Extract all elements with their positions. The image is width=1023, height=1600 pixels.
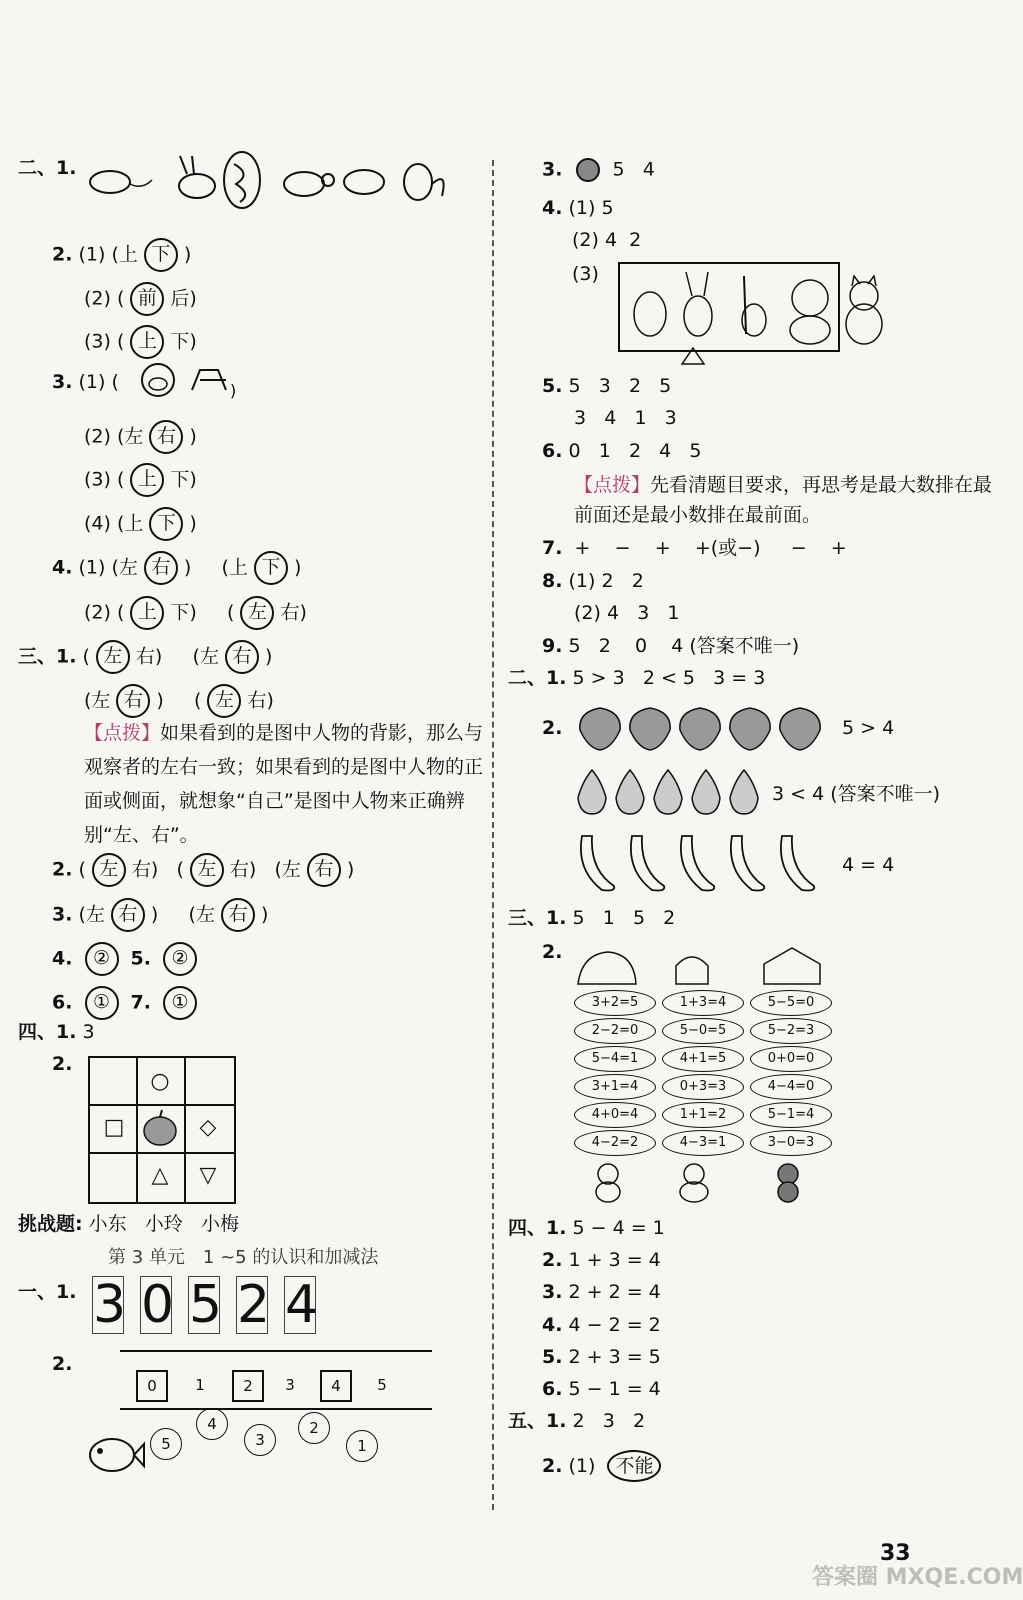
equation-oval: 0+3=3 <box>662 1074 744 1100</box>
watermark: 答案圈 MXQE.COM <box>812 1565 1023 1590</box>
written-digit: 3 <box>93 1275 127 1335</box>
hint-label: 【点拨】 <box>84 722 161 744</box>
equation-oval: 2−2=0 <box>574 1018 656 1044</box>
filled-circle-icon <box>575 157 601 183</box>
svg-text:): ) <box>230 381 237 400</box>
number-line-label: 5 <box>377 1376 387 1394</box>
number-line-box: 0 <box>136 1370 168 1402</box>
triangle-down-shape: ▽ <box>199 1163 217 1188</box>
r8-line2: (2) 4 3 1 <box>574 602 680 624</box>
f2: 2. 1 + 3 = 4 <box>542 1249 661 1271</box>
written-digit: 5 <box>189 1275 223 1335</box>
circled-answer: 右 <box>111 898 145 932</box>
t2-label: 2. <box>542 941 563 963</box>
s1-2-label: 2. <box>52 1353 73 1375</box>
bubble-number: 1 <box>346 1430 378 1462</box>
circled-answer: 左 <box>92 853 126 887</box>
r4-3-label: (3) <box>572 263 599 285</box>
circled-answer: 前 <box>130 282 164 316</box>
animal-order-box <box>618 262 840 352</box>
s3-1-line2: (左 右 ) ( 左 右) <box>84 684 274 718</box>
written-digit: 4 <box>285 1275 319 1335</box>
number-line-label: 3 <box>285 1376 295 1394</box>
s2-2-line2: (2) ( 前 后) <box>84 282 197 316</box>
e1: 二、1. 5 > 3 2 < 5 3 = 3 <box>508 667 766 689</box>
r7: 7. + − + +(或−) − + <box>542 537 847 559</box>
g1: 五、1. 2 3 2 <box>508 1410 646 1432</box>
animal-row-illustration <box>82 150 452 210</box>
f3: 3. 2 + 2 = 4 <box>542 1281 661 1303</box>
r8-line1: 8. (1) 2 2 <box>542 570 644 592</box>
circled-answer: 左 <box>207 684 241 718</box>
s3-4-5: 4. ② 5. ② <box>52 942 203 976</box>
shape-grid <box>88 1056 236 1204</box>
circled-answer: ② <box>163 942 197 976</box>
equation-oval: 0+0=0 <box>750 1046 832 1072</box>
number-line <box>120 1350 432 1410</box>
animals-bottom-illustration <box>590 1160 820 1204</box>
circled-answer: 下 <box>254 551 288 585</box>
circled-answer: 上 <box>130 325 164 359</box>
s3-6-7: 6. ① 7. ① <box>52 986 203 1020</box>
number-line-label: 1 <box>195 1376 205 1394</box>
circled-answer: ① <box>85 986 119 1020</box>
s4-2-label: 2. <box>52 1053 73 1075</box>
s4-1: 四、1. 3 <box>18 1021 95 1043</box>
circled-answer: 下 <box>144 238 178 272</box>
e2-compare-2: 3 < 4 (答案不唯一) <box>772 783 941 805</box>
s2-4-line1: 4. (1) (左 右 ) (上 下 ) <box>52 551 301 585</box>
diamond-shape: ◇ <box>199 1115 217 1140</box>
r4-1: 4. (1) 5 <box>542 197 614 219</box>
f5: 5. 2 + 3 = 5 <box>542 1346 661 1368</box>
circled-answer: 右 <box>225 640 259 674</box>
equation-oval: 4−2=2 <box>574 1130 656 1156</box>
equation-oval: 4−3=1 <box>662 1130 744 1156</box>
f4: 4. 4 − 2 = 2 <box>542 1314 661 1336</box>
houses-illustration <box>572 944 842 988</box>
digit-writing-row <box>92 1276 332 1334</box>
e2-compare-3: 4 = 4 <box>842 854 895 876</box>
s2-1-label: 二、1. <box>18 157 77 179</box>
equation-oval: 5−4=1 <box>574 1046 656 1072</box>
bubble-number: 5 <box>150 1428 182 1460</box>
r3: 3. 5 4 <box>542 157 655 183</box>
r9: 9. 5 2 0 4 (答案不唯一) <box>542 635 800 657</box>
circled-answer: 左 <box>96 640 130 674</box>
strawberry-row-illustration <box>576 702 826 752</box>
bubble-number: 4 <box>196 1408 228 1440</box>
r6: 6. 0 1 2 4 5 <box>542 440 702 462</box>
fish-illustration <box>84 1430 146 1480</box>
s3-3: 3. (左 右 ) (左 右 ) <box>52 898 268 932</box>
unit-title: 第 3 单元 1 ~5 的认识和加减法 <box>108 1247 379 1268</box>
circled-answer: 左 <box>240 596 274 630</box>
triangle-up-shape: △ <box>151 1163 169 1188</box>
r5-line2: 3 4 1 3 <box>574 407 677 429</box>
circled-answer: ② <box>85 942 119 976</box>
circled-answer: 右 <box>144 551 178 585</box>
circled-answer: 左 <box>190 853 224 887</box>
equation-oval: 4−4=0 <box>750 1074 832 1100</box>
circle-shape: ○ <box>150 1069 170 1094</box>
s3-2: 2. ( 左 右) ( 左 右) (左 右 ) <box>52 853 354 887</box>
bubble-number: 3 <box>244 1424 276 1456</box>
circled-answer: 下 <box>149 507 183 541</box>
written-digit: 0 <box>141 1275 175 1335</box>
circled-answer: 上 <box>130 463 164 497</box>
circled-answer: 不能 <box>607 1450 661 1482</box>
circled-answer: 右 <box>307 853 341 887</box>
circled-answer: 右 <box>221 898 255 932</box>
equation-oval: 1+1=2 <box>662 1102 744 1128</box>
duck-horse-illustration <box>140 360 240 402</box>
circled-answer: 右 <box>116 684 150 718</box>
s3-1-line1: 三、1. ( 左 右) (左 右 ) <box>18 640 272 674</box>
hint-note-2: 【点拨】先看清题目要求，再思考是最大数排在最前面还是最小数排在最前面。 <box>574 474 993 526</box>
equation-oval: 3−0=3 <box>750 1130 832 1156</box>
bubble-number: 2 <box>298 1412 330 1444</box>
square-shape: □ <box>103 1115 125 1140</box>
s2-2-line3: (3) ( 上 下) <box>84 325 197 359</box>
equation-oval: 4+0=4 <box>574 1102 656 1128</box>
s2-4-line2: (2) ( 上 下) ( 左 右) <box>84 596 307 630</box>
r4-2: (2) 4 2 <box>572 229 642 251</box>
cat-illustration <box>838 276 890 346</box>
equation-oval: 3+1=4 <box>574 1074 656 1100</box>
f1: 四、1. 5 − 4 = 1 <box>508 1217 665 1239</box>
s2-2-line1: 2. (1) (上 下 ) <box>52 238 191 272</box>
f6: 6. 5 − 1 = 4 <box>542 1378 661 1400</box>
s2-3-line2: (2) (左 右 ) <box>84 420 197 454</box>
challenge-question: 挑战题: 小东 小玲 小梅 <box>18 1213 239 1235</box>
number-line-box: 2 <box>232 1370 264 1402</box>
balance-triangle-icon <box>680 346 706 366</box>
circled-answer: ① <box>163 986 197 1020</box>
page-number: 33 <box>880 1541 911 1566</box>
equation-oval: 4+1=5 <box>662 1046 744 1072</box>
s2-3-line3: (3) ( 上 下) <box>84 463 197 497</box>
circled-answer: 上 <box>130 596 164 630</box>
equation-oval: 5−2=3 <box>750 1018 832 1044</box>
equation-oval: 3+2=5 <box>574 990 656 1016</box>
s1-1-label: 一、1. <box>18 1281 77 1303</box>
equation-oval: 5−5=0 <box>750 990 832 1016</box>
g2: 2. (1) 不能 <box>542 1450 661 1482</box>
e2-label: 2. <box>542 717 563 739</box>
written-digit: 2 <box>237 1275 271 1335</box>
animals-line-illustration <box>620 264 838 350</box>
circled-answer: 右 <box>149 420 183 454</box>
r5-line1: 5. 5 3 2 5 <box>542 375 672 397</box>
equation-oval: 5−0=5 <box>662 1018 744 1044</box>
banana-row-illustration <box>572 830 828 896</box>
apple-icon <box>136 1104 184 1152</box>
s2-3-line4: (4) (上 下 ) <box>84 507 197 541</box>
equation-oval: 5−1=4 <box>750 1102 832 1128</box>
t1: 三、1. 5 1 5 2 <box>508 907 676 929</box>
equation-oval: 1+3=4 <box>662 990 744 1016</box>
hint-note-1: 【点拨】如果看到的是图中人物的背影，那么与观察者的左右一致；如果看到的是图中人物的正面或侧面，就想象“自己”是图中人物来正确辨别“左、右”。 <box>84 722 484 846</box>
number-line-box: 4 <box>320 1370 352 1402</box>
s2-3-line1: 3. (1) ( <box>52 371 119 393</box>
pear-row-illustration <box>572 766 762 818</box>
e2-compare-1: 5 > 4 <box>842 717 895 739</box>
hint-label: 【点拨】 <box>574 474 651 496</box>
